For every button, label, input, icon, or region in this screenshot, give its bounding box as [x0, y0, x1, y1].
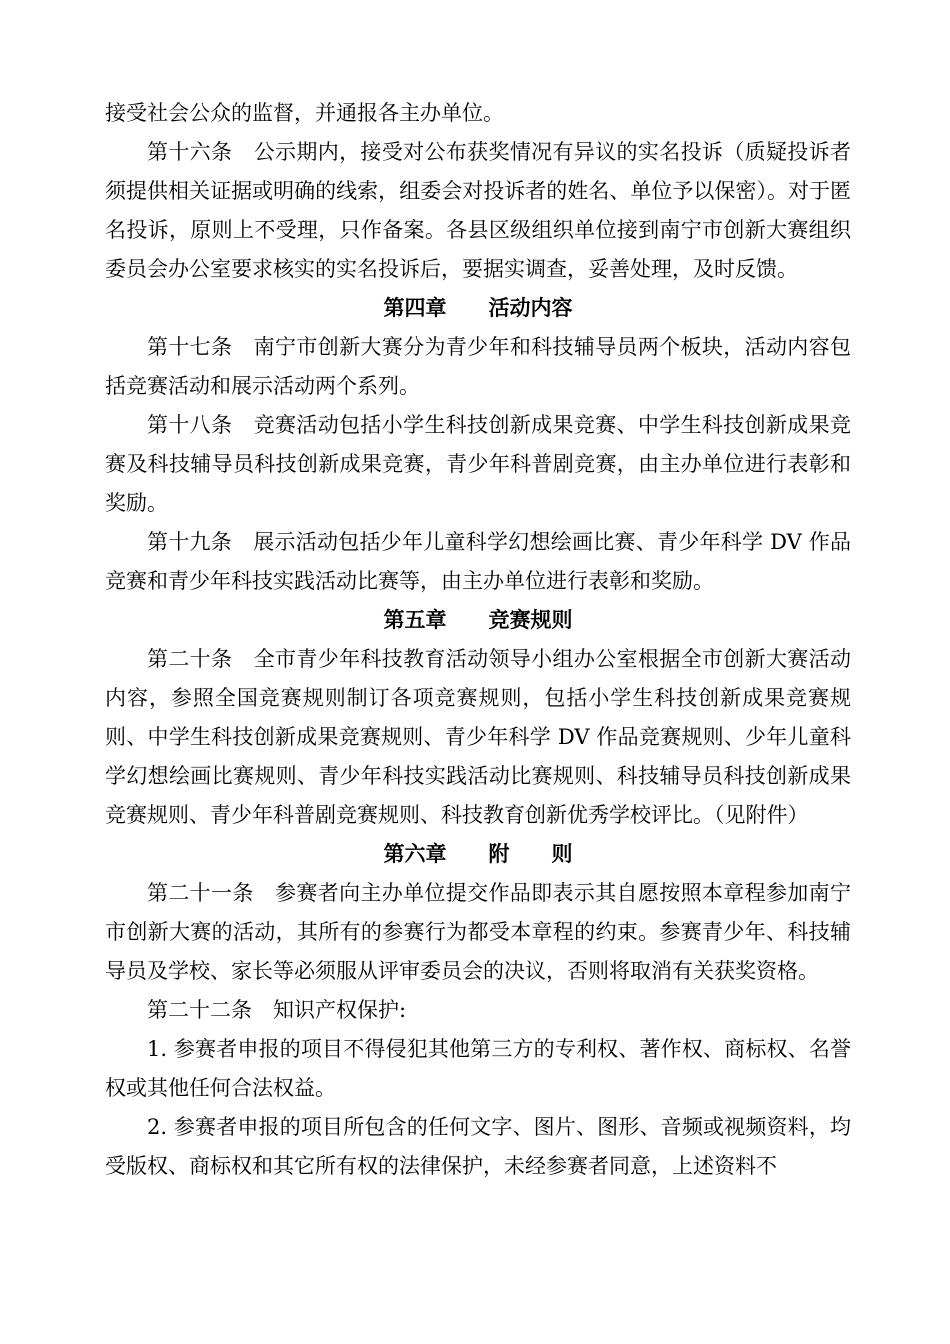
chapter-5-heading: 第五章 竞赛规则 [383, 608, 573, 632]
article-22: 第二十二条 知识产权保护: [147, 998, 407, 1022]
article-17: 第十七条 南宁市创新大赛分为青少年和科技辅导员两个板块，活动内容包括竞赛活动和展示活动两个系列。 [105, 335, 851, 398]
article-16: 第十六条 公示期内，接受对公布获奖情况有异议的实名投诉（质疑投诉者须提供相关证据或明确的线索，组委会对投诉者的姓名、单位予以保密）。对于匿名投诉，原则上不受理，只作备案。各县区级组织单位接到南宁市创新大赛组织委员会办公室要求核实的实名投诉后，要据实调查，妥善处理，及时反馈。 [105, 140, 851, 281]
chapter-6-heading: 第六章 附 则 [383, 842, 573, 866]
article-18: 第十八条 竞赛活动包括小学生科技创新成果竞赛、中学生科技创新成果竞赛及科技辅导员科技创新成果竞赛，青少年科普剧竞赛，由主办单位进行表彰和奖励。 [105, 413, 851, 515]
document-body [105, 94, 851, 1186]
article-22-item-2: 2. 参赛者申报的项目所包含的任何文字、图片、图形、音频或视频资料，均受版权、商标权和其它所有权的法律保护，未经参赛者同意，上述资料不 [105, 1115, 851, 1178]
article-21: 第二十一条 参赛者向主办单位提交作品即表示其自愿按照本章程参加南宁市创新大赛的活动，其所有的参赛行为都受本章程的约束。参赛青少年、科技辅导员及学校、家长等必须服从评审委员会的决议，否则将取消有关获奖资格。 [105, 881, 851, 983]
paragraph-continued: 接受社会公众的监督，并通报各主办单位。 [105, 101, 504, 125]
chapter-4-heading: 第四章 活动内容 [383, 296, 573, 320]
article-22-item-1: 1. 参赛者申报的项目不得侵犯其他第三方的专利权、著作权、商标权、名誉权或其他任何合法权益。 [105, 1037, 851, 1100]
article-20: 第二十条 全市青少年科技教育活动领导小组办公室根据全市创新大赛活动内容，参照全国竞赛规则制订各项竞赛规则，包括小学生科技创新成果竞赛规则、中学生科技创新成果竞赛规则、青少年科学 DV 作品竞赛规则、少年儿童科学幻想绘画比赛规则、青少年科技实践活动比赛规则、科技辅导员科技创新成果竞赛规则、青少年科普剧竞赛规则、科技教育创新优秀学校评比。（见附件） [105, 647, 851, 827]
article-19: 第十九条 展示活动包括少年儿童科学幻想绘画比赛、青少年科学 DV 作品竞赛和青少年科技实践活动比赛等，由主办单位进行表彰和奖励。 [105, 530, 851, 593]
